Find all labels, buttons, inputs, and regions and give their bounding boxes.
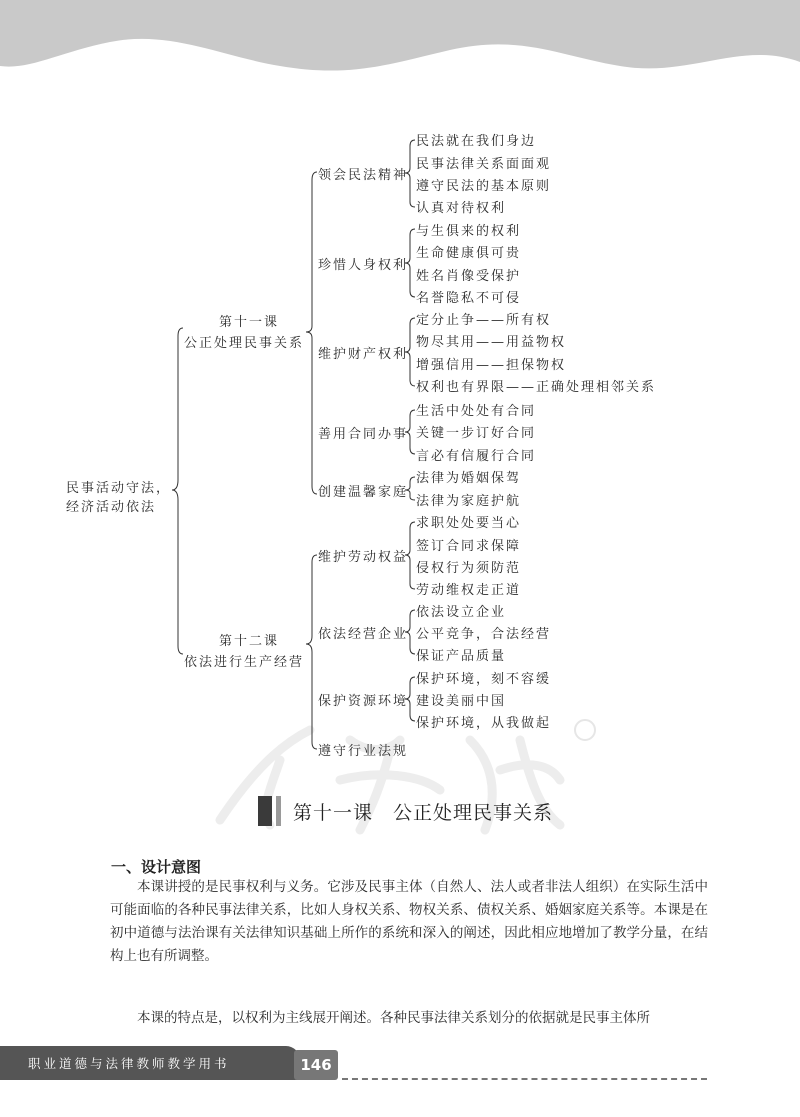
- topic-label: 保护资源环境: [318, 694, 409, 709]
- lesson-11-title: 第十一课: [219, 315, 280, 330]
- leaf-item: 与生俱来的权利: [416, 224, 522, 239]
- page-number: 146: [294, 1050, 338, 1080]
- leaf-item: 物尽其用——用益物权: [416, 335, 567, 350]
- section-title: 第十一课 公正处理民事关系: [293, 801, 554, 824]
- leaf-item: 劳动维权走正道: [416, 583, 522, 598]
- leaf-item: 公平竞争，合法经营: [416, 627, 552, 642]
- leaf-item: 建设美丽中国: [416, 694, 507, 709]
- topic-label: 领会民法精神: [318, 168, 409, 183]
- leaf-item: 认真对待权利: [416, 201, 507, 216]
- heading-marker-accent: [276, 796, 281, 826]
- topic-label: 珍惜人身权利: [318, 258, 409, 273]
- leaf-item: 遵守民法的基本原则: [416, 179, 552, 194]
- mindmap-root-line1: 民事活动守法，: [66, 481, 172, 496]
- leaf-item: 民事法律关系面面观: [416, 157, 552, 172]
- sub-heading: 一、设计意图: [111, 858, 202, 876]
- leaf-item: 定分止争——所有权: [416, 313, 552, 328]
- leaf-item: 法律为家庭护航: [416, 494, 522, 509]
- mindmap-root-line2: 经济活动依法: [66, 500, 157, 515]
- body-paragraph: 本课讲授的是民事权利与义务。它涉及民事主体（自然人、法人或者非法人组织）在实际生活中可能面临的各种民事法律关系，比如人身权关系、物权关系、债权关系、婚姻家庭关系等。本课是在初中道德与法治课有关法律知识基础上所作的系统和深入的阐述，因此相应地增加了教学分量，在结构上也有所调整。: [110, 879, 708, 964]
- leaf-item: 侵权行为须防范: [416, 561, 522, 576]
- leaf-item: 言必有信履行合同: [416, 449, 537, 464]
- lesson-11-subtitle: 公正处理民事关系: [184, 336, 305, 351]
- footer-book-title: 职业道德与法律教师教学用书: [0, 1046, 300, 1080]
- lesson-12-title: 第十二课: [219, 634, 280, 649]
- heading-marker-icon: [258, 796, 272, 826]
- leaf-item: 签订合同求保障: [416, 539, 522, 554]
- leaf-item: 法律为婚姻保驾: [416, 471, 522, 486]
- leaf-item: 保证产品质量: [416, 649, 507, 664]
- leaf-item: 权利也有界限——正确处理相邻关系: [416, 380, 657, 395]
- body-paragraph: 本课的特点是，以权利为主线展开阐述。各种民事法律关系划分的依据就是民事主体所: [137, 1010, 650, 1026]
- leaf-item: 姓名肖像受保护: [416, 269, 522, 284]
- topic-label: 遵守行业法规: [318, 744, 409, 759]
- leaf-item: 生活中处处有合同: [416, 404, 537, 419]
- leaf-item: 保护环境，从我做起: [416, 716, 552, 731]
- topic-label: 依法经营企业: [318, 627, 409, 642]
- footer-divider: [342, 1078, 707, 1080]
- leaf-item: 民法就在我们身边: [416, 134, 537, 149]
- section-heading: [258, 792, 553, 830]
- leaf-item: 保护环境，刻不容缓: [416, 672, 552, 687]
- topic-label: 善用合同办事: [318, 427, 409, 442]
- topic-label: 维护劳动权益: [318, 550, 409, 565]
- lesson-12-subtitle: 依法进行生产经营: [184, 655, 305, 670]
- leaf-item: 依法设立企业: [416, 605, 507, 620]
- topic-label: 维护财产权利: [318, 347, 409, 362]
- leaf-item: 求职处处要当心: [416, 516, 522, 531]
- leaf-item: 名誉隐私不可侵: [416, 291, 522, 306]
- topic-label: 创建温馨家庭: [318, 485, 409, 500]
- leaf-item: 生命健康俱可贵: [416, 246, 522, 261]
- leaf-item: 关键一步订好合同: [416, 426, 537, 441]
- leaf-item: 增强信用——担保物权: [416, 358, 567, 373]
